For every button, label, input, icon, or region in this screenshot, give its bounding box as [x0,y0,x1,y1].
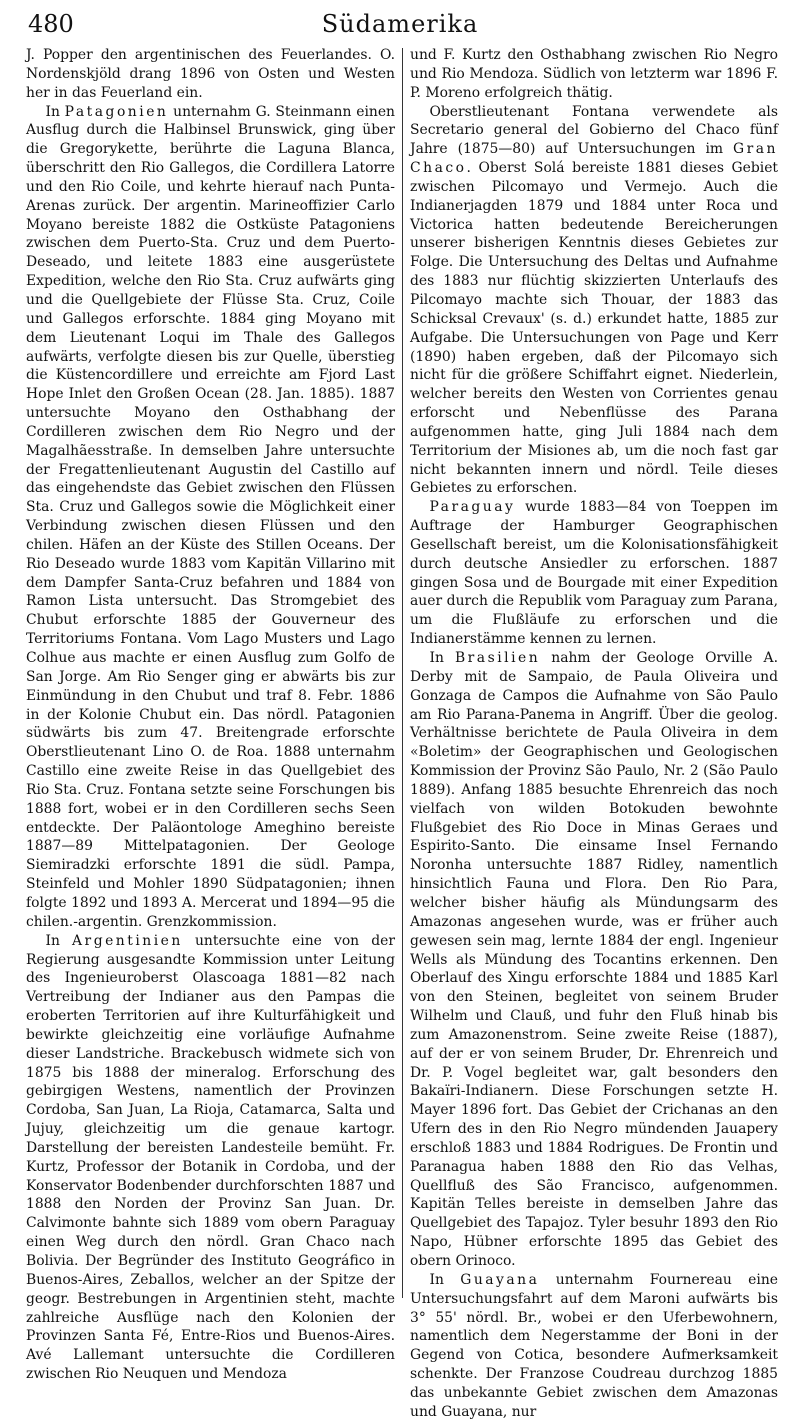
page-number: 480 [28,10,74,38]
paragraph-lead: In [45,932,73,949]
paragraph-lead: In [429,1271,461,1288]
paragraph-gran-chaco [410,103,778,499]
region-heading-paraguay: Paraguay [429,499,516,516]
running-title: Südamerika [321,10,479,38]
paragraph-mendoza: und F. Kurtz den Osthabhang zwischen Rio Negro und Rio Mendoza. Südlich von letzterm war 1896 F. P. Moreno erfolgreich thätig. [410,47,778,101]
paragraph-argentinien [26,932,395,1384]
paragraph-body: unternahm Fournereau eine Untersuchungsfahrt auf dem Maroni aufwärts bis 3° 55' nördl. Br., wobei er den Uferbewohnern, namentlich dem Negerstamme der Boni in der Gegend von Cotica, besondere Aufmerksamkeit schenkte. Der Franzose Coudreau durchzog 1885 das unbekannte Gebiet zwischen dem Amazonas und Guayana, nur [410,1271,778,1420]
paragraph-guayana [410,1271,778,1422]
left-column [26,46,395,1383]
paragraph-lead: In [429,650,455,666]
paragraph-brasilien [410,649,778,1271]
paragraph-body: nahm der Geologe Orville A. Derby mit de Sampaio, de Paula Oliveira und Gonzaga de Campos die Aufnahme von São Paulo am Rio Parana-Panema in Angriff. Über die geolog. Verhältnisse berichtete de Paula Oliveira in dem «Boletim» der Geographischen und Geologischen Kommission der Provinz São Paulo, Nr. 2 (São Paulo 1889). Anfang 1885 besuchte Ehrenreich das noch vielfach von wilden Botokuden bewohnte Flußgebiet des Rio Doce in Minas Geraes und Espirito-Santo. Die einsame Insel Fernando Noronha untersuchte 1887 Ridley, namentlich hinsichtlich Fauna und Flora. Den Rio Para, welcher bisher häufig als Mündungsarm des Amazonas angesehen wurde, was er früher auch gewesen sein mag, lernte 1884 der engl. Ingenieur Wells als Mündung des Tocantins erkennen. Den Oberlauf des Xingu erforschte 1884 und 1885 Karl von den Steinen, begleitet von seinem Bruder Wilhelm und Clauß, und fuhr den Fluß hinab bis zum Amazonenstrom. Seine zweite Reise (1887), auf der er von seinem Bruder, Dr. Ehrenreich und Dr. P. Vogel begleitet war, galt besonders den Bakaïri-Indianern. Diese Forschungen setzte H. Mayer 1896 fort. Das Gebiet der Crichanas an den Ufern des in den Rio Negro mündenden Jauapery erschloß 1883 und 1884 Rodrigues. De Frontin und Paranagua haben 1888 den Rio das Velhas, Quellfluß des São Francisco, aufgenommen. Kapitän Telles bereiste in demselben Jahre das Quellgebiet des Tapajoz. Tyler besuhr 1893 den Rio Napo, Hübner erforschte 1895 das Gebiet des obern Orinoco. [410,650,778,1269]
paragraph-lead: Oberstlieutenant Fontana verwendete als Secretario general del Gobierno del Chaco fünf Jahre (1875—80) auf Untersuchungen im [410,103,778,158]
paragraph-lead: In [45,103,65,120]
page-header [28,6,772,46]
paragraph-body: unternahm G. Steinmann einen Ausflug durch die Halbinsel Brunswick, ging über die Gregorykette, berührte die Laguna Blanca, überschritt den Rio Gallegos, die Cordillera Latorre und den Rio Coile, und kehrte hierauf nach Punta-Arenas zurück. Der argentin. Marineoffizier Carlo Moyano bereiste 1882 die Ostküste Patagoniens zwischen dem Puerto-Sta. Cruz und dem Puerto-Deseado, und leitete 1883 eine ausgerüstete Expedition, welche den Rio Sta. Cruz aufwärts ging und die Quellgebiete der Flüsse Sta. Cruz, Coile und Gallegos erforschte. 1884 ging Moyano mit dem Lieutenant Loqui im Thale des Gallegos aufwärts, verfolgte diesen bis zur Quelle, überstieg die Küstencordillere und erreichte am Fjord Last Hope Inlet den Großen Ocean (28. Jan. 1885). 1887 untersuchte Moyano den Osthabhang der Cordilleren zwischen dem Rio Negro und der Magalhãesstraße. In demselben Jahre untersuchte der Fregattenlieutenant Augustin del Castillo auf das eingehendste das Gebiet zwischen den Flüssen Sta. Cruz und Gallegos sowie die Möglichkeit einer Verbindung zwischen diesen Flüssen und den chilen. Häfen an der Küste des Stillen Oceans. Der Rio Deseado wurde 1883 vom Kapitän Villarino mit dem Dampfer Santa-Cruz befahren und 1884 von Ramon Lista untersucht. Das Stromgebiet des Chubut erforschte 1885 der Gouverneur des Territoriums Fontana. Vom Lago Musters und Lago Colhue aus machte er einen Ausflug zum Golfo de San Jorge. Am Rio Senger ging er abwärts bis zur Einmündung in den Chubut und traf 8. Febr. 1886 in der Kolonie Chubut ein. Das nördl. Patagonien südwärts bis zum 47. Breitengrade erforschte Oberstlieutenant Lino O. de Roa. 1888 unternahm Castillo eine zweite Reise in das Quellgebiet des Rio Sta. Cruz. Fontana setzte seine Forschungen bis 1888 fort, wobei er in den Cordilleren sechs Seen entdeckte. Der Paläontologe Ameghino bereiste 1887—89 Mittelpatagonien. Der Geologe Siemiradzki erforschte 1891 die südl. Pampa, Steinfeld und Mohler 1890 Südpatagonien; ihnen folgte 1892 und 1893 A. Mercerat und 1894—95 die chilen.-argentin. Grenzkommission. [26,103,395,930]
region-heading-guayana: Guayana [460,1271,540,1288]
region-heading-patagonien: Patagonien [64,103,169,120]
paragraph-paraguay [410,498,778,649]
paragraph-body: . Oberst Solá bereiste 1881 dieses Gebiet zwischen Pilcomayo und Vermejo. Auch die Indianerjagden 1879 und 1884 unter Roca und Victorica hatten bedeutende Bereicherungen unserer bisherigen Kenntnis dieses Gebietes zur Folge. Die Untersuchung des Deltas und Aufnahme des 1883 nur flüchtig skizzierten Unterlaufs des Pilcomayo machte sich Thouar, der 1883 das Schicksal Crevaux' (s. d.) erkundet hatte, 1885 zur Aufgabe. Die Untersuchungen von Page und Kerr (1890) haben ergeben, daß der Pilcomayo sich nicht für die größere Schiffahrt eignet. Niederlein, welcher bereits den Westen von Corrientes genau erforscht und Nebenflüsse des Parana aufgenommen hatte, ging Juli 1884 nach dem Territorium der Misiones ab, um die noch fast gar nicht bekannten innern und nördl. Teile dieses Gebietes zu erforschen. [410,160,778,497]
region-heading-brasilien: Brasilien [454,650,541,666]
region-heading-argentinien: Argentinien [72,932,183,949]
right-column [410,46,778,1420]
paragraph-patagonien [26,103,395,932]
paragraph-feuerland: J. Popper den argentinischen des Feuerlandes. O. Nordenskjöld drang 1896 von Osten und Westen her in das Feuerland ein. [26,47,395,101]
column-divider [402,48,403,1298]
region-heading-gran-chaco: Gran Chaco [410,141,778,177]
paragraph-body: wurde 1883—84 von Toeppen im Auftrage der Hamburger Geographischen Gesellschaft bereist, um die Kolonisationsfähigkeit durch deutsche Ansiedler zu erforschen. 1887 gingen Sosa und de Bourgade mit einer Expedition auer durch die Republik vom Paraguay zum Parana, um die Flußläufe zu erforschen und die Indianerstämme kennen zu lernen. [410,499,778,648]
paragraph-body: untersuchte eine von der Regierung ausgesandte Kommission unter Leitung des Ingenieuroberst Olascoaga 1881—82 nach Vertreibung der Indianer aus den Pampas die eroberten Territorien auf ihre Kulturfähigkeit und bewirkte gleichzeitig eine vorläufige Aufnahme dieser Landstriche. Brackebusch widmete sich von 1875 bis 1888 der mineralog. Erforschung des gebirgigen Westens, namentlich der Provinzen Cordoba, San Juan, La Rioja, Catamarca, Salta und Jujuy, gleichzeitig um die genaue kartogr. Darstellung der bereisten Landesteile bemüht. Fr. Kurtz, Professor der Botanik in Cordoba, und der Konservator Bodenbender durchforschten 1887 und 1888 den Norden der Provinz San Juan. Dr. Calvimonte bahnte sich 1889 vom obern Paraguay einen Weg durch den nördl. Gran Chaco nach Bolivia. Der Begründer des Instituto Geográfico in Buenos-Aires, Zeballos, welcher an der Spitze der geogr. Bestrebungen in Argentinien steht, machte zahlreiche Ausflüge nach den Kolonien der Provinzen Santa Fé, Entre-Rios und Buenos-Aires. Avé Lallemant untersuchte die Cordilleren zwischen Rio Neuquen und Mendoza [26,932,395,1383]
